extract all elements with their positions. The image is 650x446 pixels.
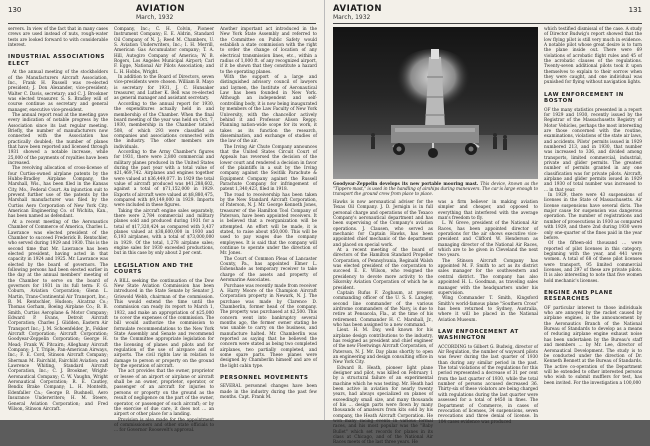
airship-mooring-mast-photo (333, 27, 538, 179)
paragraph: According to the annual report for 1930, the expenditures actually held in and membership of the Chamber. When the final board meeting of the year was held on Oct. 7, 1930, membership in the Chamber totaled 508, of which 293 were classified as companies and associations connected with the industry. The other members are individuals. (114, 101, 214, 150)
paragraph: The Stinson Aircraft Company has appointed M. F. Smith to act as its district sales manager for the southwestern and central district. The company has also appointed H. L. Goodman, as traveling sales manager with the headquarters under his supervision. (438, 258, 538, 296)
right-column-3 (544, 27, 642, 413)
paragraph: With the support of a large and distinguished advisory council of lawyers and laymen, the Institute of Aeronautical Law has been founded in New York. Although an independent and self-controlling body, it is now being inaugurated by members of the Law Faculty of New York University, with the chancellor actively behind it and Professor Alison Reppy. Planning nation-wide scope for its work, it takes as its function the research, dissemination, and exchange of studies of the law of the air. (220, 75, 317, 145)
paragraph: The revolving allocation of cross-license of four Curtiss-owned airplane patents by the Hubbs-Bradley Airplane Company, the Marshall, Wis., has been filed in the Kansas City, Mo., Federal Court. An injunction suit to prevent further use of the patents by the Marshall manufacturer was filed by the Curtiss Aero Corporation of New York City. American Engineering Co. of Wichita, Kan., has been named as defendant. (8, 166, 108, 220)
magazine-title: AVIATION (136, 4, 185, 14)
paragraph: SEVERAL personnel changes have been made in the industry during the past few months. Capt. Frank M. (220, 384, 317, 401)
left-column-3 (220, 27, 317, 413)
paragraph: OF particular interest to those individuals who are annoyed by the racket caused by airplane engines, is the announcement by the Aeronautics Branch of the National Bureau of Standards to develop as a means of reducing airplane engine exhaust noise has been undertaken by the Bureau's staff and members ... by Mr. Lee, director of Aeronautical Development. The study is to be conducted under the direction of Dr. Kenneth Bennett at the Bureau of Standards. The active co-operation of the Department will be extended to other interested persons who wish to submit mufflers for test, has been invited. For the investigation a 100,000 (544, 305, 642, 386)
paragraph: At a recent meeting of the Aeronautics Chamber of Commerce of America, Charles L. Lawrance was elected president of the Chamber to succeed Frederick B. Rentschler, who served during 1929 and 1930. This is the second time that Mr. Lawrance has been elected president, having acted in that capacity in 1924 and 1925. Mr. Lawrance was elected by the board of governors. The following persons had been elected earlier in the day at the annual members' meeting of the Chamber to serve on the board of governors for 1931 in its full term: F. G. Coburn, Aviation Corporation; Glenn L. Martin, Trans-Continental Air Transport, Inc.; B. M. Rentschler, Hudson; Alcatraz Co.; Thomas Gorham, Boeing Airplane Co.; B. B. Smith, Curtiss Aeroplane & Motor Company; Edward P. Evans, Detroit Aircraft Corporation; Charles J. Glidden, Eastern Air Transport Inc.; J. M. Schoenfelder, Jr., Fokker Aircraft Corporation; Aircraft Corporation; Goodyear-Zeppelin Corporation; George H. Mead; Frank W. Pitcairn; Alleghany Aircraft Company; J. T. Triple, Pan-American Airways, Inc.; F. E. Cord, Stinson Aircraft Company; Sherman M. Fairchild, Fairchild Aviation; and Lawrence Whiting, Standard Aircraft Corporation, Inc.; C. J. Brookner, Wright-Aeronautical Company; C. W. Vaughn, Wright Aeronautical Corporation; R. E. Cautley, Bendix Brake Company; L. H. Monteith, Edenfaller Ca.; George B. Bushnell, Aero Insurance Underwriters; H. M. Steere, General Aviation Corporation; and Fred Wilson, Stinson Aircraft. (8, 219, 108, 412)
paragraph: Wing Commander T. Smith, Kingsford Smith's world-famous plane "Southern Cross" has been returned to Sydney, Australia, where it will be placed in the National Aviation Museum. (438, 296, 538, 323)
paragraph: OF the many statistics presented in a report for 1929 and 1930, recently issued by the Registrar of the Massachusetts Registry of Motor Vehicles, perhaps the most interesting are those concerned with the routine, examinations, violations of the state air laws, and accidents. Pilots' permits issued in 1929 numbered 213, and in 1930, that number was increased to 336, and divided among transports, limited commercial, industrial, private and glider permits. The greatest number of permits granted in any one classification was for private pilots. Aircraft, airplane and glider permits issued in 1929 and 1930 of total number was increased to ... in that year. (544, 107, 642, 193)
left-running-head (8, 4, 316, 24)
right-column-2 (438, 200, 538, 425)
left-column-2 (114, 27, 214, 434)
paragraph: servers. In view of the fact that in many cases crews are used instead of nuts, rough-water tests are looked forward to with considerable interest. (8, 27, 108, 49)
header-rule (333, 23, 642, 24)
section-heading: LAW ENFORCEMENT AT WASHINGTON (438, 328, 519, 342)
right-running-head (333, 4, 642, 24)
magazine-title: AVIATION (333, 4, 382, 14)
paragraph: Taking the aircraft engine sales separately, there were 2,784 commercial and military planes sold and produced during 1931 for a total of $17,320,424 as compared with 3,437 planes valued at $38,600,000 in 1930 and 6,193 airplanes, with a total of $73,000,000 in 1929. Of the total, 1,278 airplane sales; engine sales for 1930 exceeded productions, but in this case by only about 2 per cent. (114, 208, 214, 257)
paragraph: At a recent meeting of the board of directors of the Hamilton Standard Propeller Corporation, of Pennsylvania, Reginald Walsh was elected president of the corporation to succeed E. E. Wilson, who resigned the presidency to devote more activity to the Sikorsky Aviation Corporation of which he is president. (333, 248, 433, 291)
paragraph: Provision is also made for the appointment of commissioners and other state officials to ... for Governor Roosevelt's approval. (114, 417, 214, 434)
paragraph: Hawks is now aeronautical adviser for the Texas Oil Company. J. D. Jernigin is in full personal charge and operations of the Texaco Company's aeronautical department and has been supervising of the Company's aviation operations. J. Clausen, who served as mechanic for Captain Hawks, has been appointed chief mechanic of the department and placed on special work. (333, 200, 433, 248)
page-number: 130 (8, 6, 22, 14)
right-page (325, 0, 650, 446)
left-column-1 (8, 27, 108, 413)
paragraph: The act provides that the owner, proprietor or lessee of an airport or airplane or aircraft shall be an owner, proprietor, operator, or passenger of an aircraft for injuries to persons or property on the ground as the result of negligence on the part of the owner, operator, or passenger of such aircraft; or by the exercise of due care, it does not ... an airport or other place for a landing. (114, 369, 214, 418)
paragraph: The Irving Air Chute Company announces that the United States Circuit Court of Appeals has reversed the decision of the lower court and rendered a decision in favor of the plaintiffs in a suit by the Irving company against the Switlik Parachute & Equipment Company against the Russell Parachute Company for infringement of patent 1,340,423, filed in 1918. (220, 144, 317, 193)
paragraph: The road to receivership has been taken by the New Standard Aircraft Corporation, of Paterson, N. J. Mr. George Kenneth Jones, treasurer of the Hamilton Tool Company of Paterson, have been appointed receivers. It is believed that a reorganization will be attempted. An effort will be made, it is stated, to raise about $50,000. This will be used to pay wages due the company employees. It is said that the company will continue to operate under the direction of Mr. Jones. (220, 192, 317, 257)
paragraph: Company, Inc.; C. H. Colvin, Pioneer Instrument Company; E. E. Aldrin, Standard Oil Company of N. J.; Reed M. Chambers, U. S. Aviation Underwriters, Inc.; I. H. Merrill, American Gas Accumulator company; T. A. Hill, Autogiro Company of America; W. B. Rogers, Los Angeles Municipal Airport; Carl F. Egge, National Air Pilots Association; and L. H. Hobbs, Wright. (114, 27, 214, 75)
paragraph: In 1929, there were 43 suspensions of licenses in the State of Massachusetts. Air license suspensions have several dicts. The major cause for suspension was dangerous operation. The number of registrations and number of prosecutions in 1930 as compared with 1929, and there 2nd during 1930 were only one-quarter of the fines paid in the year before. (544, 193, 642, 241)
issue-date: March, 1932 (333, 14, 371, 21)
right-column-1 (333, 200, 433, 446)
paragraph: Purchase was recently made from receiver A. Harry Moore of the Champion Aircraft Corporation property in Newark, N. J. The purchase was made by Clarence D. Chamberlin, former head of the company. The property was purchased at $2,500. This concern went into bankruptcy several months ago, the former owner stating he was unable to carry on the business, and manufacture halted. Mr. Chamberlin was reported as saying that he believed the concern were stated as being two completed airplanes, two partially completed, and some spare parts. These planes were designed by Chamberlin himself and are of the light cabin type. (220, 283, 317, 369)
header-rule (8, 23, 316, 24)
caption-lead: Goodyear-Zeppelin develops its new portable mooring mast. (333, 181, 479, 186)
paragraph: In addition to the Board of Directors, seven vice-presidents were chosen. William B. Mayo is secretary for 1931, J. C. Hunsaker treasurer, and Luther K. Bell was re-elected as general manager and assistant secretary. (114, 75, 214, 102)
paragraph: L. W. Greve, president of the National Air Races, has been appointed director of operations for the air shows executive vice-president and Clifford W. Henderson as managing director of the National Air Races, which are to be given in Cleveland the next two years. (438, 221, 538, 259)
paragraph: ACCORDING to Gilbert G. Budwig, director of Air Regulation, the number of wayward pilots was fewer during the last quarter of 1930 than during any similar period in the past. The total violations of the regulations for this period represented a decrease of 31 per cent from the last quarter of 1930, while the total number of persons accused decreased 36. Thirty-six of these violators are being charged with regulations during the last quarter were assessed for a total of $450 in fines. The Department of Commerce, in cases of revocation of licenses, 34 suspensions, seven revocations and three denial of license. In 104 cases evidence was produced (438, 344, 538, 425)
page-number: 131 (628, 6, 642, 14)
section-heading: ENGINE AND PLANE RESEARCHES (544, 289, 614, 303)
paragraph: A BILL seeking the continuation of the Dow New State Aviation Commission has been introduced in the State Senate by Senator J. Griswold Webb, chairman of the commission. This would extend the time until the commission can ready its report to March 1, 1932, and make an appropriation of $25,000 to cover the expenses of the commission. The bill would authorize the commission to formulate recommendations to the New York State Assembly and Senate and recommend to the Committee appropriate legislation for the licensing of planes and pilots and for regulation of the use of airspace and of airports. The civil rights law in relation to damage to person or property on the ground by the operation of aircraft. (114, 278, 214, 370)
paragraph: According to the Army Chamber's figures for 1931, there were 2,800 commercial and military planes produced in the United States during the past year with a total value of $21,469,742. Airplanes and engines together were valued at $36,449,077. In 1929 the total value of aircraft produced was $41,288,602, against a total of $71,152,000 in 1929. Exports of aircraft were valued at $8,880,475, compared with $9,149,000 in 1929. Imports were included in these figures. (114, 149, 214, 209)
caption-text: This device, known as the "Tippers-mast," is used in the handling of airships during maneuvers. The car is large enough to transport the ground crew from place to place. (333, 181, 538, 197)
paragraph: was a firm believer in making aviation simpler and cheaper, and opposed to everything that interfered with the average man's freedom to fly. (438, 200, 538, 222)
paragraph: The Court of Common Pleas of Lancaster County, Pa., has appointed Elmer L. Eshenshade as temporary receiver to take charge of the assets and property of Aeromarine Associates. (220, 256, 317, 284)
section-heading: INDUSTRIAL ASSOCIATIONS ELECT (8, 54, 106, 67)
paragraph: Of the fifteen-old thousand ... were reported of pilot licenses in this category, beginning with the year, and 441 were women. A total of 68 of these pilot licenses were transport, 95 limited commercial licenses, and 297 of these are private pilots. It is also interesting to note that five women hold mechanic's licenses. (544, 241, 642, 284)
photo-caption (333, 181, 538, 197)
left-page (0, 0, 325, 434)
paragraph: Another important act introduced in the New York State Assembly and referred to the Committee on Public Safety would establish a state commission with the right to order the change of location of any electrical transmission lines, etc., within a radius of 1,000 ft. of any recognized airport, if it be shown that they constitute a hazard to the operating planes. (220, 27, 317, 75)
paragraph: The annual report read at the meeting gave every indication of notable progress by the Association since its last regular meeting. Briefly, the number of manufacturers now connected with the Association has practically doubled; the number of planes that have been reported and licensed through 1931 showed a notable increase, while 25,000 of the payments of royalties have been increased. (8, 112, 108, 167)
section-heading: PERSONNEL MOVEMENTS (220, 375, 309, 381)
paragraph: which testified dismissal of the case. A study of Director Budwig's report showed that the low flying pilot is still very much in evidence. A notable pilot whose great desire is to turn the plane inside out. There were 69 violations of acrobatic flight rules and 45 of the acrobatic clauses of the regulations. Twenty-seven additional pilots took it upon themselves to explain to their sorrow when they were caught, and one individual was punished for flying without navigation lights. (544, 27, 642, 86)
paragraph: Lieut. H. M. Day, well known for his airplane design contributions to the industry, has resigned as president and chief engineer of the new Fleetwings Aircraft Corporation, of Paterson, N. J. Mr. Day plans shortly to open an engineering and design consulting office in New York City. (333, 328, 433, 366)
section-heading: LEGISLATION AND THE COURTS (114, 262, 194, 276)
paragraph: Captain Rufus F. Zogbaum, at present commanding officer of the U. S. S. Langley, second line commander of the various airdrome commanders of the Navy, is due to retire at Pensacola, Fla., at the time of his retirement. Commander H. C. Marshall, Jr., who has been assigned to a new command. (333, 290, 433, 328)
paragraph: At the annual meeting of the stockholders of the Manufacturers Aircraft Association, Inc., Frank H. Russell was re-elected president; J. Don Alexander, vice-president; Walter C. Davis, secretary; and C. J. Brookner was elected treasurer. S. S. Bradley will of course continue as secretary and general manager, executive vice-president. (8, 70, 108, 113)
paragraph: Edward R. Heath, pioneer light plane designer and pilot, was killed on February 1 by a structural failure of an experimental machine which he was testing. Mr. Heath had been active in aviation for nearly twenty years, had always specialized on planes of exceedingly small size, and many thousands of his ... design parts were flown by many thousands of amateurs from kits sold by his company, the Heath Aircraft Corporation. He won many racing events in various formal races, and his most popular was the "Baby Bullet" which set records for planes in its class at Chicago, and of the National Air Races meets of the last three years. He (333, 365, 433, 446)
section-heading: LAW ENFORCEMENT IN BOSTON (544, 91, 624, 105)
issue-date: March, 1932 (136, 14, 174, 21)
